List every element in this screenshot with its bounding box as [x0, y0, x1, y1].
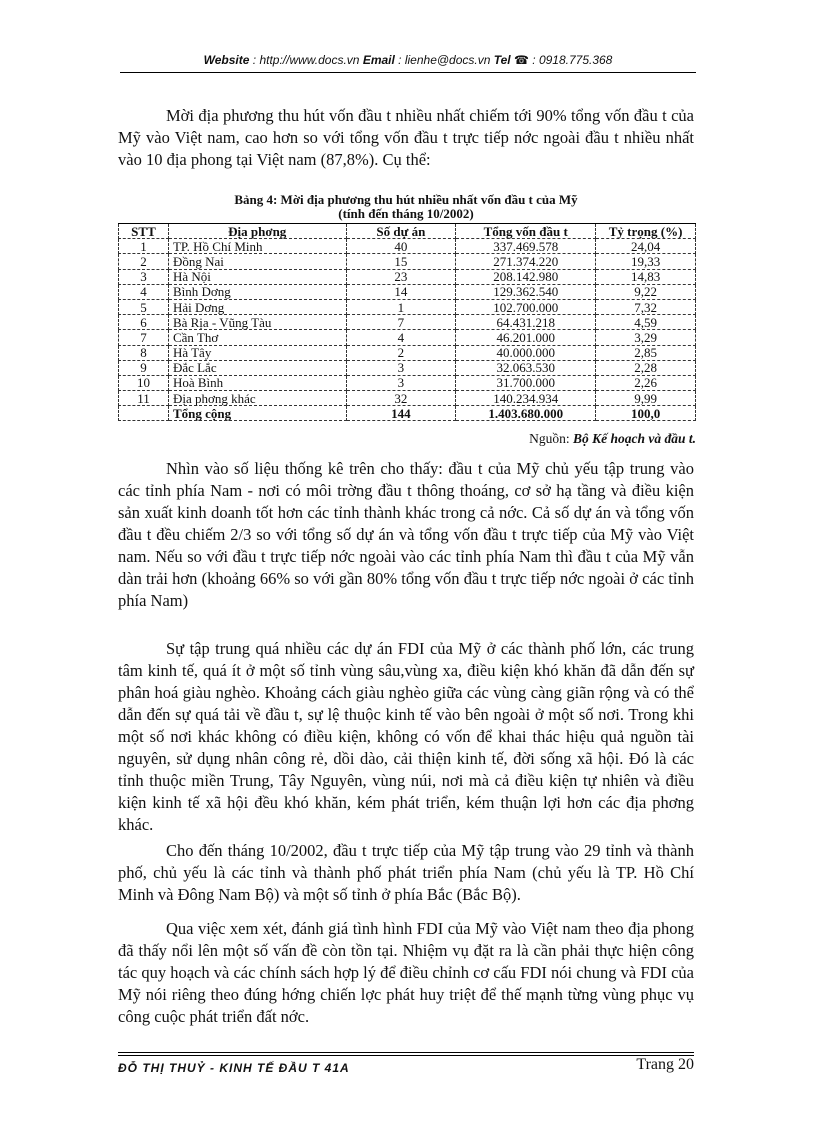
- cell-projects: 40: [346, 239, 456, 254]
- cell-projects: 32: [346, 391, 456, 406]
- cell-location: Địa phơng khác: [168, 391, 346, 406]
- paragraph-provinces: Cho đến tháng 10/2002, đầu t trực tiếp của Mỹ tập trung vào 29 tỉnh và thành phố, chủ yếu là các tỉnh và thành phố phát triển phía Nam (chủ yếu là TP. Hồ Chí Minh và Đông Nam Bộ) và một số tỉnh ở phía Bắc (Bắc Bộ).: [118, 841, 694, 904]
- cell-capital: 337.469.578: [456, 239, 596, 254]
- table-caption: [118, 193, 694, 221]
- cell-stt: 11: [119, 391, 169, 406]
- cell-total-projects: 144: [346, 406, 456, 421]
- header-location: Địa phơng: [168, 224, 346, 239]
- cell-projects: 3: [346, 375, 456, 390]
- cell-stt: 9: [119, 360, 169, 375]
- header-divider: [120, 72, 696, 73]
- cell-capital: 32.063.530: [456, 360, 596, 375]
- cell-share: 3,29: [596, 330, 696, 345]
- header-share: Tỷ trọng (%): [596, 224, 696, 239]
- cell-stt: 2: [119, 254, 169, 269]
- cell-capital: 46.201.000: [456, 330, 596, 345]
- investment-table: [118, 223, 696, 421]
- cell-capital: 102.700.000: [456, 299, 596, 314]
- paragraph-analysis: Nhìn vào số liệu thống kê trên cho thấy: đầu t của Mỹ chủ yếu tập trung vào các tỉnh phía Nam - nơi có môi trờng đầu t thông thoáng, cơ sở hạ tầng và điều kiện sản xuất kinh doanh tốt hơn các tỉnh thành khác trong cả nớc. Cả số dự án và tổng vốn đầu t đều chiếm 2/3 so với tổng số dự án và tổng vốn đầu t trực tiếp của Mỹ vào Việt nam. Nếu so với đầu t trực tiếp nớc ngoài vào các tỉnh phía Nam thì đầu t của Mỹ vẫn dàn trải hơn (khoảng 66% so với gần 80% tổng vốn đầu t trực tiếp nớc ngoài ở các tỉnh phía Nam): [118, 459, 694, 610]
- cell-capital: 140.234.934: [456, 391, 596, 406]
- cell-projects: 7: [346, 315, 456, 330]
- paragraph-conclusion: Qua việc xem xét, đánh giá tình hình FDI của Mỹ vào Việt nam theo địa phong đã thấy nổi lên một số vấn đề còn tồn tại. Nhiệm vụ đặt ra là cần phải thực hiện công tác quy hoạch và các chính sách hợp lý để điều chỉnh cơ cấu FDI nói chung và FDI của Mỹ nói riêng theo đúng hớng chiến lợc phát huy triệt để thế mạnh từng vùng phục vụ công cuộc phát triển đất nớc.: [118, 919, 694, 1026]
- cell-share: 9,22: [596, 284, 696, 299]
- table-row: [119, 391, 696, 406]
- email-label: Email: [362, 53, 395, 67]
- cell-stt: 4: [119, 284, 169, 299]
- header-stt: STT: [119, 224, 169, 239]
- cell-share: 7,32: [596, 299, 696, 314]
- cell-stt: 5: [119, 299, 169, 314]
- cell-capital: 129.362.540: [456, 284, 596, 299]
- cell-capital: 64.431.218: [456, 315, 596, 330]
- email-value: : lienhe@docs.vn: [394, 53, 494, 67]
- table-caption-title: Bảng 4: Mời địa phương thu hút nhiều nhất vốn đầu t của Mỹ: [234, 192, 578, 207]
- footer-divider-top: [118, 1052, 694, 1053]
- cell-stt: 8: [119, 345, 169, 360]
- cell-stt: 1: [119, 239, 169, 254]
- table-row: [119, 345, 696, 360]
- table-row: [119, 360, 696, 375]
- cell-total-share: 100,0: [596, 406, 696, 421]
- cell-stt: 3: [119, 269, 169, 284]
- cell-projects: 3: [346, 360, 456, 375]
- cell-projects: 1: [346, 299, 456, 314]
- table-row: [119, 375, 696, 390]
- table-source: [118, 431, 696, 447]
- table-caption-subtitle: (tính đến tháng 10/2002): [338, 206, 474, 221]
- tel-label: Tel: [493, 53, 511, 67]
- cell-location: Bà Rịa - Vũng Tàu: [168, 315, 346, 330]
- cell-projects: 15: [346, 254, 456, 269]
- cell-projects: 2: [346, 345, 456, 360]
- cell-location: Cần Thơ: [168, 330, 346, 345]
- cell-capital: 31.700.000: [456, 375, 596, 390]
- cell-location: Hải Dơng: [168, 299, 346, 314]
- table-total-row: [119, 406, 696, 421]
- cell-share: 2,28: [596, 360, 696, 375]
- header-project-count: Số dự án: [346, 224, 456, 239]
- cell-location: Hà Nội: [168, 269, 346, 284]
- header-total-capital: Tổng vốn đầu t: [456, 224, 596, 239]
- cell-location: Bình Dơng: [168, 284, 346, 299]
- table-row: [119, 315, 696, 330]
- cell-share: 14,83: [596, 269, 696, 284]
- table-row: [119, 330, 696, 345]
- table-row: [119, 299, 696, 314]
- cell-share: 9,99: [596, 391, 696, 406]
- cell-stt: [119, 406, 169, 421]
- cell-location: TP. Hồ Chí Minh: [168, 239, 346, 254]
- cell-total-capital: 1.403.680.000: [456, 406, 596, 421]
- cell-location: Đồng Nai: [168, 254, 346, 269]
- website-value: : http://www.docs.vn: [249, 53, 363, 67]
- source-value: Bộ Kế hoạch và đầu t.: [572, 431, 696, 446]
- table-row: [119, 269, 696, 284]
- cell-projects: 23: [346, 269, 456, 284]
- cell-share: 2,85: [596, 345, 696, 360]
- cell-capital: 40.000.000: [456, 345, 596, 360]
- cell-location: Hoà Bình: [168, 375, 346, 390]
- footer-author: ĐỖ THỊ THUỶ - KINH TẾ ĐẦU T 41A: [118, 1061, 350, 1075]
- website-label: Website: [203, 53, 250, 67]
- page-number: Trang 20: [636, 1056, 694, 1073]
- cell-capital: 271.374.220: [456, 254, 596, 269]
- cell-share: 4,59: [596, 315, 696, 330]
- cell-total-label: Tổng cộng: [168, 406, 346, 421]
- cell-share: 2,26: [596, 375, 696, 390]
- cell-share: 24,04: [596, 239, 696, 254]
- table-header-row: [119, 224, 696, 239]
- paragraph-concentration: Sự tập trung quá nhiều các dự án FDI của Mỹ ở các thành phố lớn, các trung tâm kinh tế, quá ít ở một số tỉnh vùng sâu,vùng xa, điều kiện khó khăn đã dẫn đến sự phân hoá giàu nghèo. Khoảng cách giàu nghèo giữa các vùng càng giãn rộng và có thể dẫn đến sự quá tải về đầu t, sự lệ thuộc kinh tế vào bên ngoài ở một số nơi. Trong khi một số nơi khác không có điều kiện, không có vốn để khai thác hiệu quả nguồn tài nguyên, sử dụng nhân công rẻ, dồi dào, cải thiện kinh tế, đời sống xã hội. Đó là các tỉnh thuộc miền Trung, Tây Nguyên, vùng núi, nơi mà cả điều kiện tự nhiên và điều kiện kinh tế xã hội đều khó khăn, kém phát triển, kém thuận lợi hơn các địa phơng khác.: [118, 639, 694, 834]
- source-label: Nguồn:: [529, 431, 573, 446]
- table-row: [119, 239, 696, 254]
- cell-projects: 4: [346, 330, 456, 345]
- page-header: [0, 53, 816, 67]
- table-row: [119, 254, 696, 269]
- tel-value: ☎ : 0918.775.368: [510, 53, 613, 67]
- cell-stt: 10: [119, 375, 169, 390]
- cell-stt: 7: [119, 330, 169, 345]
- table-row: [119, 284, 696, 299]
- cell-share: 19,33: [596, 254, 696, 269]
- cell-location: Đắc Lắc: [168, 360, 346, 375]
- cell-projects: 14: [346, 284, 456, 299]
- cell-location: Hà Tây: [168, 345, 346, 360]
- paragraph-intro: Mời địa phương thu hút vốn đầu t nhiều nhất chiếm tới 90% tổng vốn đầu t của Mỹ vào Việt nam, cao hơn so với tổng vốn đầu t trực tiếp nớc ngoài đầu t nhiều nhất vào 10 địa phong tại Việt nam (87,8%). Cụ thể:: [118, 106, 694, 169]
- cell-stt: 6: [119, 315, 169, 330]
- footer-divider-bottom: [118, 1055, 694, 1056]
- cell-capital: 208.142.980: [456, 269, 596, 284]
